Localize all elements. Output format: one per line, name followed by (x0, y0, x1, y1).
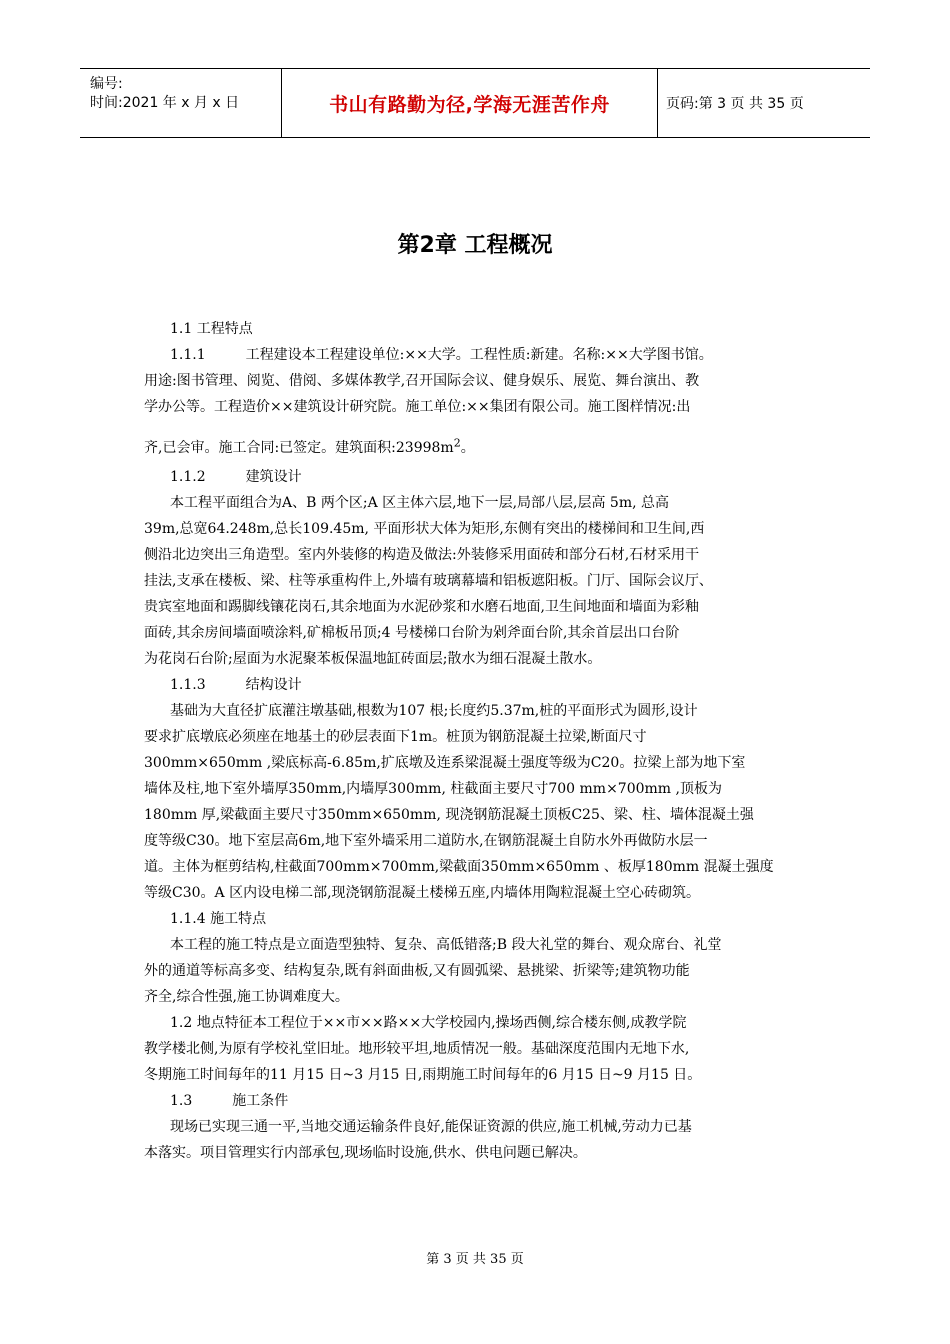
paragraph-line: 基础为大直径扩底灌注墩基础,根数为107 根;长度约5.37m,桩的平面形式为圆形,设计 (170, 703, 698, 719)
paragraph-line: 道。主体为框剪结构,柱截面700mm×700mm,梁截面350mm×650mm 、板厚180mm 混凝土强度 (144, 859, 774, 875)
header-motto: 书山有路勤为径,学海无涯苦作舟 (282, 69, 658, 137)
section-heading: 1.3 施工条件 (170, 1093, 289, 1109)
document-time-label: 时间:2021 年 x 月 x 日 (90, 95, 240, 111)
section-heading: 1.1.3 结构设计 (170, 677, 302, 693)
page-footer: 第 3 页 共 35 页 (426, 1252, 524, 1267)
page-header (80, 68, 870, 138)
paragraph-line: 齐,已会审。施工合同:已签定。建筑面积$:23998m^2$。 (144, 436, 475, 456)
paragraph-line: 面砖,其余房间墙面喷涂料,矿棉板吊顶;4 号楼梯口台阶为剁斧面台阶,其余首层出口台阶 (144, 625, 680, 641)
paragraph-line: 墙体及柱,地下室外墙厚350mm,内墙厚300mm, 柱截面主要尺寸700 mm×700mm ,顶板为 (144, 781, 722, 797)
section-number: 1.3 (170, 1093, 193, 1109)
paragraph-line: 180mm 厚,梁截面主要尺寸350mm×650mm, 现浇钢筋混凝土顶板C25、梁、柱、墙体混凝土强 (144, 807, 754, 823)
paragraph-line: 300mm×650mm ,梁底标高-6.85m,扩底墩及连系梁混凝土强度等级为C20。拉梁上部为地下室 (144, 755, 746, 771)
paragraph-line: 1.1.1 工程建设本工程建设单位:××大学。工程性质:新建。名称:××大学图书馆。 (170, 347, 713, 363)
section-number: 1.1.1 (170, 347, 206, 363)
paragraph-line: 贵宾室地面和踢脚线镶花岗石,其余地面为水泥砂浆和水磨石地面,卫生间地面和墙面为彩釉 (144, 599, 699, 615)
paragraph-line: 齐全,综合性强,施工协调难度大。 (144, 989, 349, 1005)
document-body (144, 316, 812, 1166)
paragraph-line: 现场已实现三通一平,当地交通运输条件良好,能保证资源的供应,施工机械,劳动力已基 (170, 1119, 692, 1135)
section-heading: 1.1 工程特点 (170, 321, 253, 337)
paragraph-line: 用途:图书管理、阅览、借阅、多媒体教学,召开国际会议、健身娱乐、展览、舞台演出、教 (144, 373, 700, 389)
chapter-title: 第2章 工程概况 (397, 233, 553, 258)
paragraph-line: 外的通道等标高多变、结构复杂,既有斜面曲板,又有圆弧梁、悬挑梁、折梁等;建筑物功能 (144, 963, 690, 979)
superscript: 2 (453, 436, 461, 450)
section-heading: 1.1.2 建筑设计 (170, 469, 302, 485)
paragraph-line: 本落实。项目管理实行内部承包,现场临时设施,供水、供电问题已解决。 (144, 1145, 587, 1161)
section-number: 1.1.3 (170, 677, 206, 693)
paragraph-line: 教学楼北侧,为原有学校礼堂旧址。地形较平坦,地质情况一般。基础深度范围内无地下水, (144, 1041, 690, 1057)
paragraph-line: 本工程的施工特点是立面造型独特、复杂、高低错落;B 段大礼堂的舞台、观众席台、礼堂 (170, 937, 722, 953)
header-meta (80, 69, 282, 137)
section-number: 1.1.2 (170, 469, 206, 485)
paragraph-line: 度等级C30。地下室层高6m,地下室外墙采用二道防水,在钢筋混凝土自防水外再做防水层一 (144, 833, 708, 849)
paragraph-line: 挂法,支承在楼板、梁、柱等承重构件上,外墙有玻璃幕墙和铝板遮阳板。门厅、国际会议厅、 (144, 573, 713, 589)
section-heading: 1.1.4 施工特点 (170, 911, 267, 927)
document-number-label: 编号: (90, 76, 123, 92)
paragraph-line: 本工程平面组合为A、B 两个区;A 区主体六层,地下一层,局部八层,层高 5m, 总高 (170, 495, 670, 511)
paragraph-line: 侧沿北边突出三角造型。室内外装修的构造及做法:外装修采用面砖和部分石材,石材采用干 (144, 547, 700, 563)
paragraph-line: 39m,总宽64.248m,总长109.45m, 平面形状大体为矩形,东侧有突出的楼梯间和卫生间,西 (144, 521, 705, 537)
header-page-info: 页码:第 3 页 共 35 页 (666, 96, 804, 112)
paragraph-line: 要求扩底墩底必须座在地基土的砂层表面下1m。桩顶为钢筋混凝土拉梁,断面尺寸 (144, 729, 647, 745)
paragraph-line: 为花岗石台阶;屋面为水泥聚苯板保温地缸砖面层;散水为细石混凝土散水。 (144, 651, 602, 667)
paragraph-line: 冬期施工时间每年的11 月15 日~3 月15 日,雨期施工时间每年的6 月15 日~9 月15 日。 (144, 1067, 702, 1083)
paragraph-line: 学办公等。工程造价××建筑设计研究院。施工单位:××集团有限公司。施工图样情况:出 (144, 399, 691, 415)
paragraph-line: 1.2 地点特征本工程位于××市××路××大学校园内,操场西侧,综合楼东侧,成教学院 (170, 1015, 687, 1031)
paragraph-line: 等级C30。A 区内设电梯二部,现浇钢筋混凝土楼梯五座,内墙体用陶粒混凝土空心砖砌筑。 (144, 885, 700, 901)
